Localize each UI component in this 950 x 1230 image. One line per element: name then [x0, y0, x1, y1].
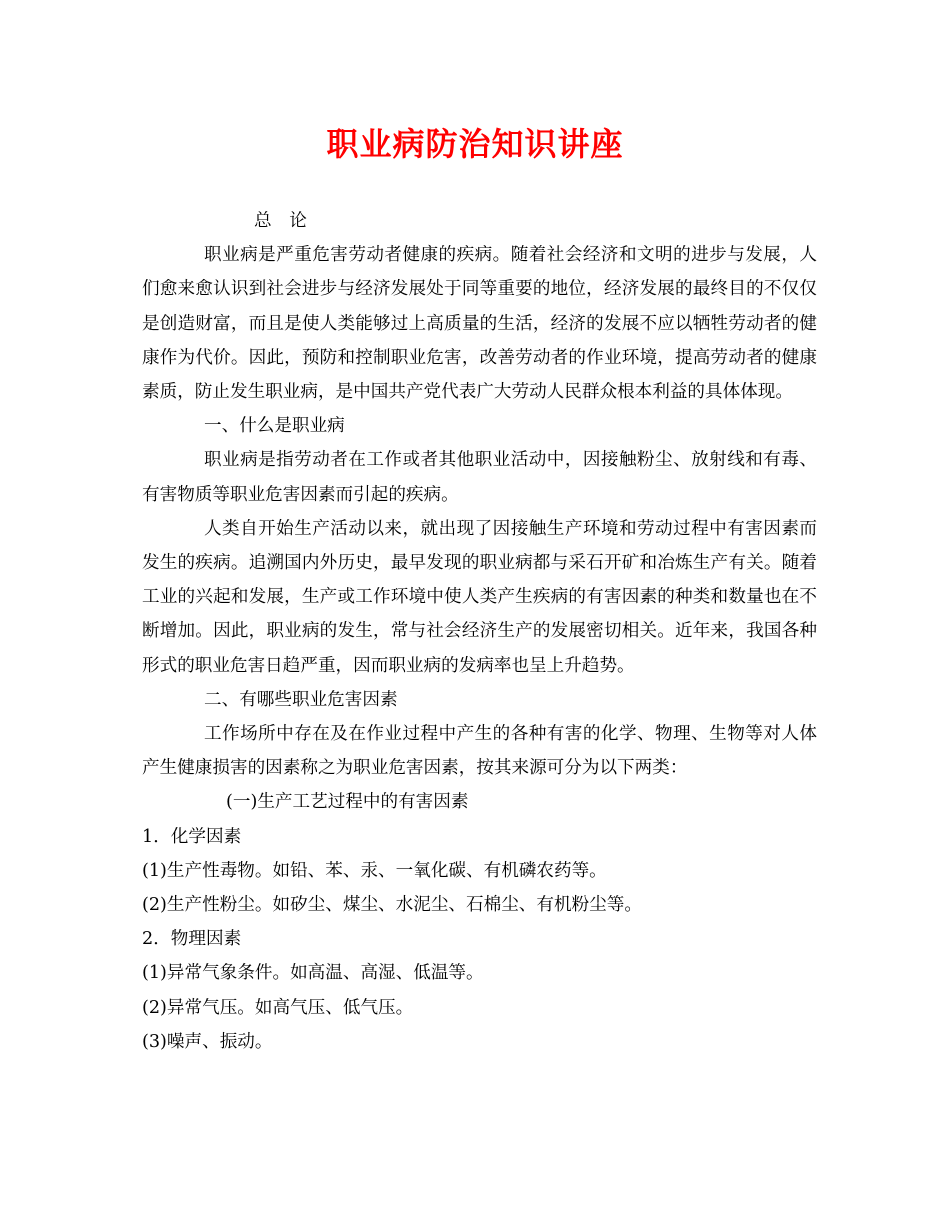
section-heading-what-is: 一、什么是职业病 — [204, 416, 345, 437]
list-item: (2)异常气压。如高气压、低气压。 — [142, 997, 414, 1018]
list-item: (1)异常气象条件。如高温、高湿、低温等。 — [142, 963, 484, 984]
paragraph-intro: 职业病是严重危害劳动者健康的疾病。随着社会经济和文明的进步与发展，人们愈来愈认识到社会进步与经济发展处于同等重要的地位，经济发展的最终目的不仅仅是创造财富，而且是使人类能够过上高质量的生活，经济的发展不应以牺牲劳动者的健康作为代价。因此，预防和控制职业危害，改善劳动者的作业环境，提高劳动者的健康素质，防止发生职业病，是中国共产党代表广大劳动人民群众根本利益的具体体现。 — [142, 245, 817, 402]
subsection-heading-process: (一)生产工艺过程中的有害因素 — [226, 792, 469, 813]
list-item: (1)生产性毒物。如铅、苯、汞、一氧化碳、有机磷农药等。 — [142, 860, 607, 881]
section-heading-overview: 总 论 — [254, 211, 307, 231]
list-item: (2)生产性粉尘。如矽尘、煤尘、水泥尘、石棉尘、有机粉尘等。 — [142, 894, 642, 915]
document-title: 职业病防治知识讲座 — [326, 125, 624, 163]
document-body — [142, 204, 817, 1059]
paragraph-definition: 职业病是指劳动者在工作或者其他职业活动中，因接触粉尘、放射线和有毒、有害物质等职业危害因素而引起的疾病。 — [142, 450, 817, 505]
section-heading-factors: 二、有哪些职业危害因素 — [204, 689, 398, 710]
paragraph-history: 人类自开始生产活动以来，就出现了因接触生产环境和劳动过程中有害因素而发生的疾病。追溯国内外历史，最早发现的职业病都与采石开矿和冶炼生产有关。随着工业的兴起和发展，生产或工作环境中使人类产生疾病的有害因素的种类和数量也在不断增加。因此，职业病的发生，常与社会经济生产的发展密切相关。近年来，我国各种形式的职业危害日趋严重，因而职业病的发病率也呈上升趋势。 — [142, 518, 817, 676]
list-item: 1．化学因素 — [142, 826, 242, 847]
list-item: (3)噪声、振动。 — [142, 1031, 273, 1052]
list-item: 2．物理因素 — [142, 929, 242, 950]
paragraph-factors: 工作场所中存在及在作业过程中产生的各种有害的化学、物理、生物等对人体产生健康损害的因素称之为职业危害因素，按其来源可分为以下两类： — [142, 724, 817, 779]
